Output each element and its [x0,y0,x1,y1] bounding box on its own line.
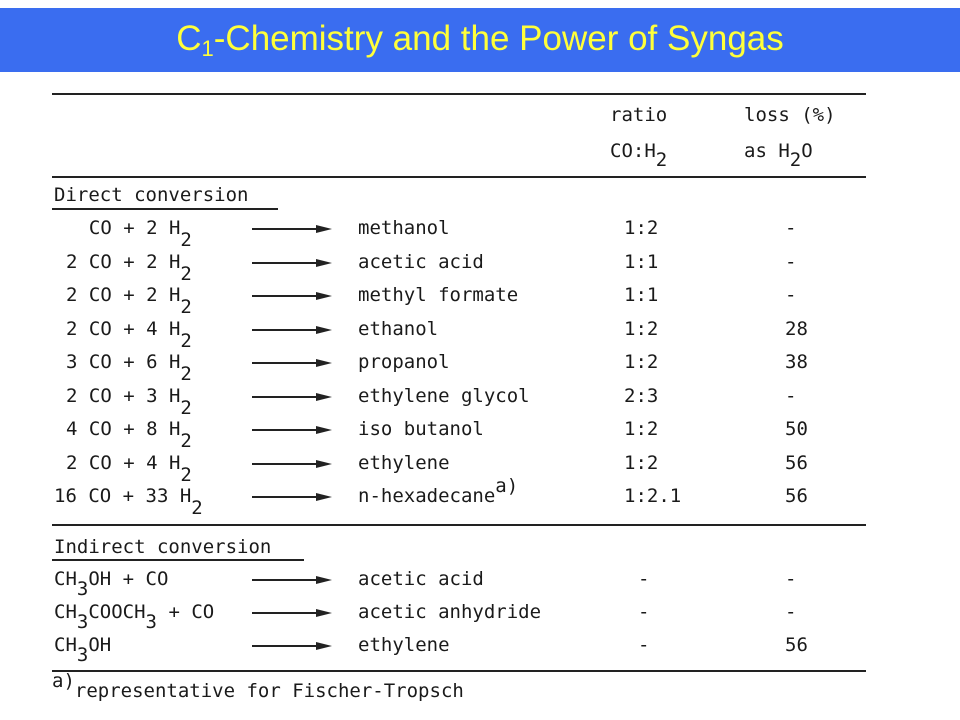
loss-header: loss (%) [744,104,836,126]
product-name: acetic anhydride [358,601,542,623]
reaction-arrow [252,574,332,586]
loss-value: 56 [785,485,808,507]
product-name: ethylene [358,451,450,474]
ratio-value: 1:2 [624,217,659,239]
ratio-header-unit: CO:H2 [610,140,668,171]
product-name: methanol [358,217,450,239]
reactant-formula: 2 CO + 4 H2 [66,317,192,352]
ratio-value: 1:2.1 [624,485,682,507]
reactant-formula: 4 CO + 8 H2 [66,418,192,452]
ratio-value: - [638,601,650,623]
product-name: iso butanol [358,418,484,440]
product-name: ethylene [358,634,450,656]
loss-value: 56 [785,634,808,656]
reaction-arrow [252,223,332,235]
indirect-heading-underline [52,559,304,561]
reactant-formula: CH3OH [54,634,112,666]
product-name: n-hexadecanea) [358,475,519,507]
reaction-arrow [252,458,332,470]
reaction-arrow [252,491,332,503]
product-name: acetic acid [358,250,484,273]
reactant-formula: 2 CO + 2 H2 [66,250,192,285]
ratio-value: - [638,634,650,656]
slide-title: $C_1$-Chemistry and the Power of Syngas [176,18,784,61]
footnote: a)representative for Fischer-Tropsch [52,670,464,702]
loss-value: - [785,284,797,306]
ratio-value: 1:2 [624,351,659,373]
direct-heading-underline [52,208,278,210]
reaction-arrow [252,607,332,619]
ratio-value: 1:1 [624,250,659,273]
loss-value: 56 [785,451,808,474]
reactant-formula: CO + 2 H2 [66,217,192,251]
loss-value: - [785,217,797,239]
product-name: ethanol [358,317,439,340]
reactant-formula: CH3OH + CO [54,568,169,600]
ratio-value: 1:2 [624,317,659,340]
product-name: propanol [358,351,450,373]
ratio-value: - [638,568,650,590]
loss-value: - [785,384,797,407]
reaction-arrow [252,391,332,403]
reactant-formula: 2 CO + 4 H2 [66,451,192,486]
bottom-rule [52,670,866,672]
ratio-value: 1:2 [624,451,659,474]
loss-value: - [785,568,797,590]
loss-value: 38 [785,351,808,373]
reactant-formula: 2 CO + 2 H2 [66,284,192,318]
mid-rule [52,524,866,526]
reaction-arrow [252,357,332,369]
header-rule [52,176,866,178]
direct-conversion-heading: Direct conversion [54,184,249,206]
reactant-formula: 16 CO + 33 H2 [54,485,203,519]
product-name: ethylene glycol [358,384,530,407]
ratio-value: 2:3 [624,384,659,407]
loss-value: 28 [785,317,808,340]
indirect-conversion-heading: Indirect conversion [54,536,272,558]
title-bar [0,8,960,72]
reactant-formula: 3 CO + 6 H2 [66,351,192,385]
reaction-arrow [252,640,332,652]
ratio-value: 1:2 [624,418,659,440]
loss-value: 50 [785,418,808,440]
reactant-formula: 2 CO + 3 H2 [66,384,192,419]
loss-value: - [785,250,797,273]
reaction-arrow [252,290,332,302]
reactant-formula: CH3COOCH3 + CO [54,601,215,633]
product-name: acetic acid [358,568,484,590]
loss-value: - [785,601,797,623]
ratio-header: ratio [610,104,668,126]
reaction-arrow [252,424,332,436]
top-rule [52,93,866,95]
loss-header-unit: as H2O [744,140,813,171]
product-name: methyl formate [358,284,519,306]
reaction-arrow [252,324,332,336]
reaction-arrow [252,257,332,269]
ratio-value: 1:1 [624,284,659,306]
